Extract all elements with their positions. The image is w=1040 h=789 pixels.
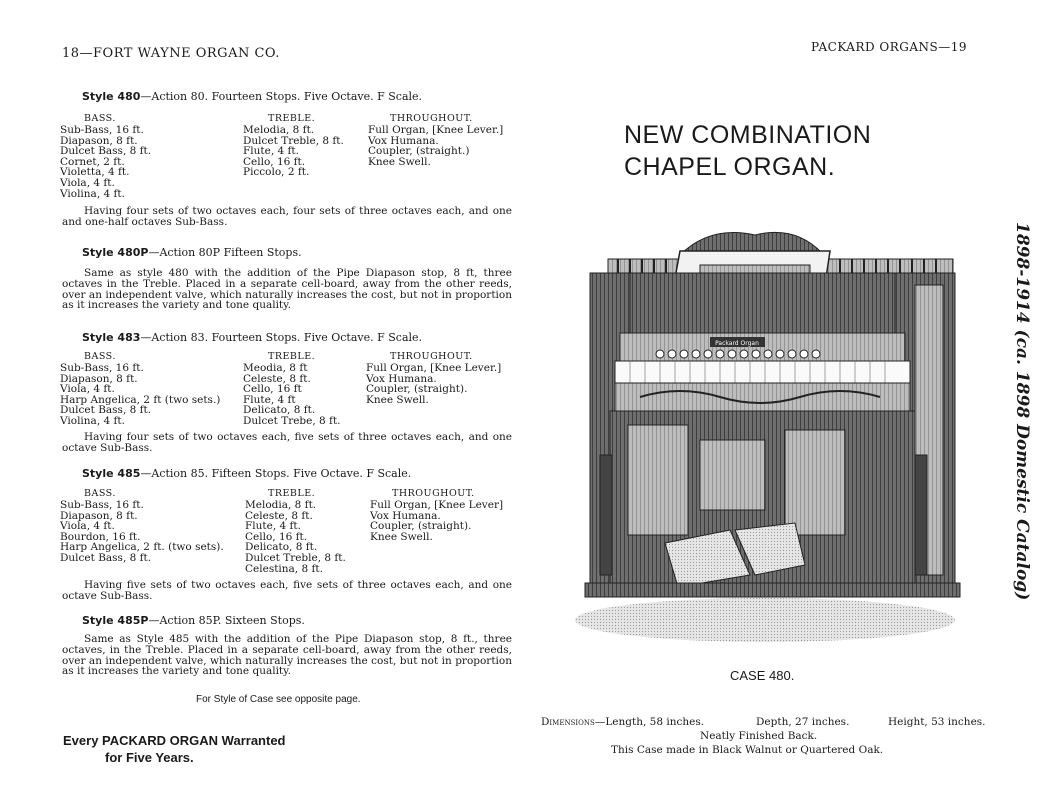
treble-header: TREBLE.	[268, 113, 316, 124]
stop-item: Knee Swell.	[370, 530, 433, 543]
style-label: Style 480	[82, 90, 141, 103]
stop-item: Bourdon, 16 ft.	[60, 530, 141, 543]
stop-item: Full Organ, [Knee Lever.]	[368, 124, 504, 136]
stop-item: Celestina, 8 ft.	[245, 562, 323, 575]
stop-item: Cello, 16 ft.	[243, 155, 306, 168]
stop-item: Knee Swell.	[366, 393, 429, 406]
stop-item: Dulcet Trebe, 8 ft.	[243, 414, 341, 427]
stop-item: Viola, 4 ft.	[60, 383, 115, 396]
style-480-title	[82, 90, 422, 103]
stop-item: Flute, 4 ft.	[245, 520, 301, 533]
dimensions-label: Dimensions	[541, 716, 595, 728]
throughout-header: THROUGHOUT.	[390, 351, 473, 362]
bass-stops-list	[60, 125, 151, 199]
style-desc: —Action 85P. Sixteen Stops.	[148, 614, 305, 627]
stop-item: Viola, 4 ft.	[60, 176, 115, 189]
treble-stops-list	[245, 500, 346, 574]
stop-item: Vox Humana.	[370, 509, 441, 522]
bass-header: BASS.	[84, 351, 116, 362]
bass-header: BASS.	[84, 113, 116, 124]
style-483-title	[82, 331, 422, 344]
stop-item: Dulcet Bass, 8 ft.	[60, 145, 152, 158]
organ-title-line-2: CHAPEL ORGAN.	[624, 153, 836, 181]
stop-item: Vox Humana.	[366, 372, 437, 385]
bass-stops-list	[60, 500, 224, 564]
stop-item: Sub-Bass, 16 ft.	[60, 124, 144, 136]
style-desc: —Action 80P Fifteen Stops.	[148, 246, 302, 259]
throughout-header: THROUGHOUT.	[392, 488, 475, 499]
style-desc: —Action 80. Fourteen Stops. Five Octave. F Scale.	[140, 90, 423, 103]
stop-item: Diapason, 8 ft.	[60, 372, 138, 385]
style-label: Style 485	[82, 467, 141, 480]
warranty-line-2: for Five Years.	[105, 750, 194, 765]
stop-item: Cornet, 2 ft.	[60, 155, 125, 168]
stop-item: Coupler, (straight).	[366, 383, 468, 396]
stop-item: Viola, 4 ft.	[60, 520, 115, 533]
stop-item: Violetta, 4 ft.	[60, 166, 130, 179]
stop-item: Cello, 16 ft.	[245, 530, 308, 543]
style-485p-title	[82, 614, 305, 627]
style-desc: —Action 85. Fifteen Stops. Five Octave. F Scale.	[140, 467, 412, 480]
style-label: Style 480P	[82, 246, 149, 259]
dimensions-height: Height, 53 inches.	[888, 716, 986, 728]
style-480p-description: Same as style 480 with the addition of the Pipe Diapason stop, 8 ft, three octaves in the Treble. Placed in a separate cell-board, away from the other reeds, over an independent valve, which naturally increases the cost, but not in proportion as it increases the variety and tone quality.	[62, 267, 512, 312]
bass-stops-list	[60, 363, 220, 427]
stop-item: Full Organ, [Knee Lever]	[370, 499, 504, 511]
chapel-organ-illustration	[560, 225, 965, 650]
dimensions-length: —Length, 58 inches.	[594, 716, 705, 728]
stop-item: Knee Swell.	[368, 155, 431, 168]
nameboard-label: Packard Organ	[715, 340, 759, 347]
case-caption: CASE 480.	[730, 668, 795, 683]
left-page-header: 18—FORT WAYNE ORGAN CO.	[62, 46, 280, 61]
stop-item: Diapason, 8 ft.	[60, 509, 138, 522]
warranty-line-1: Every PACKARD ORGAN Warranted	[63, 733, 286, 748]
stop-item: Sub-Bass, 16 ft.	[60, 362, 144, 374]
dimensions-line	[541, 716, 704, 728]
stop-item: Delicato, 8 ft.	[245, 541, 318, 554]
stop-item: Flute, 4 ft	[243, 393, 296, 406]
style-485-title	[82, 467, 411, 480]
stop-item: Violina, 4 ft.	[60, 414, 125, 427]
throughout-stops-list	[370, 500, 503, 542]
stop-item: Dulcet Treble, 8 ft.	[243, 134, 344, 147]
stop-item: Melodia, 8 ft.	[245, 499, 317, 511]
organ-title-line-1: NEW COMBINATION	[624, 121, 872, 149]
treble-header: TREBLE.	[268, 488, 316, 499]
finish-note: Neatly Finished Back.	[700, 730, 818, 742]
treble-stops-list	[243, 363, 341, 427]
stop-item: Celeste, 8 ft.	[245, 509, 313, 522]
stop-item: Meodia, 8 ft	[243, 362, 308, 374]
stop-item: Dulcet Bass, 8 ft.	[60, 404, 152, 417]
stop-item: Coupler, (straight).	[370, 520, 472, 533]
stop-item: Diapason, 8 ft.	[60, 134, 138, 147]
style-485-note: Having five sets of two octaves each, five sets of three octaves each, and one octave Sub-Bass.	[62, 579, 512, 602]
stop-item: Melodia, 8 ft.	[243, 124, 315, 136]
stop-item: Flute, 4 ft.	[243, 145, 299, 158]
style-label: Style 483	[82, 331, 141, 344]
stop-item: Harp Angelica, 2 ft (two sets.)	[60, 393, 221, 406]
stop-item: Celeste, 8 ft.	[243, 372, 311, 385]
bass-header: BASS.	[84, 488, 116, 499]
style-483-note: Having four sets of two octaves each, five sets of three octaves each, and one octave Sub-Bass.	[62, 431, 512, 454]
stop-item: Vox Humana.	[368, 134, 439, 147]
style-desc: —Action 83. Fourteen Stops. Five Octave. F Scale.	[140, 331, 423, 344]
style-label: Style 485P	[82, 614, 149, 627]
style-480-note: Having four sets of two octaves each, four sets of three octaves each, and one and one-half octaves Sub-Bass.	[62, 205, 512, 228]
right-page-header: PACKARD ORGANS—19	[811, 40, 968, 54]
throughout-header: THROUGHOUT.	[390, 113, 473, 124]
stop-item: Sub-Bass, 16 ft.	[60, 499, 144, 511]
stop-item: Full Organ, [Knee Lever.]	[366, 362, 502, 374]
style-485p-description: Same as Style 485 with the addition of the Pipe Diapason stop, 8 ft., three octaves, in the Treble. Placed in a separate cell-board, away from the other reeds, over an independent valve, which naturally increases the cost, but not in proportion as it increases the variety and tone quality.	[62, 633, 512, 678]
throughout-stops-list	[368, 125, 503, 167]
treble-header: TREBLE.	[268, 351, 316, 362]
treble-stops-list	[243, 125, 344, 178]
throughout-stops-list	[366, 363, 501, 405]
stop-item: Harp Angelica, 2 ft. (two sets).	[60, 541, 224, 554]
case-note: For Style of Case see opposite page.	[196, 694, 361, 705]
stop-item: Cello, 16 ft	[243, 383, 302, 396]
style-480p-title	[82, 246, 302, 259]
woods-note: This Case made in Black Walnut or Quartered Oak.	[611, 744, 884, 756]
stop-item: Coupler, (straight.)	[368, 145, 470, 158]
stop-item: Dulcet Bass, 8 ft.	[60, 551, 152, 564]
dimensions-depth: Depth, 27 inches.	[756, 716, 850, 728]
stop-item: Violina, 4 ft.	[60, 187, 125, 200]
stop-item: Dulcet Treble, 8 ft.	[245, 551, 346, 564]
stop-item: Delicato, 8 ft.	[243, 404, 316, 417]
catalog-date-sidebar: 1898-1914 (ca. 1898 Domestic Catalog)	[1012, 222, 1032, 601]
stop-item: Piccolo, 2 ft.	[243, 166, 310, 179]
